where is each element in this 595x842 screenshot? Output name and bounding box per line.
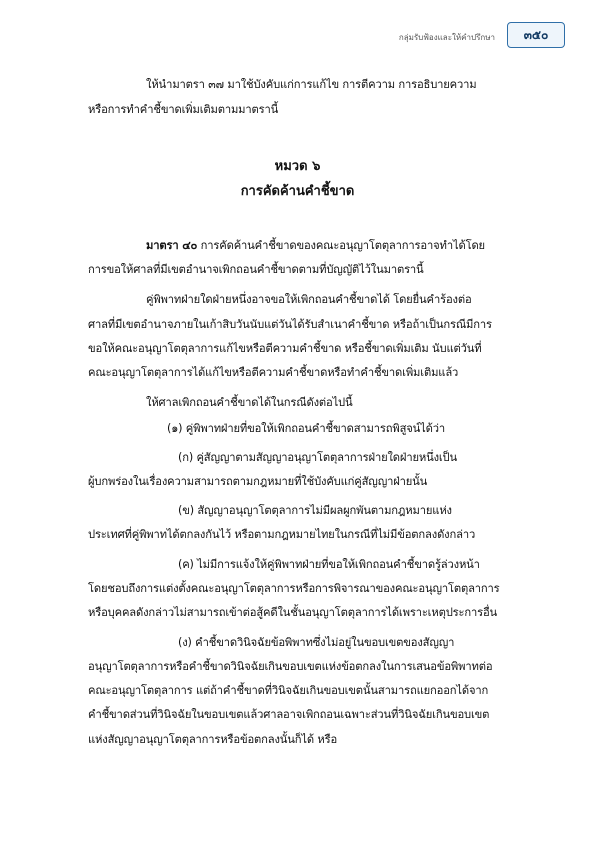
body-line: ผู้บกพร่องในเรื่องความสามารถตามกฎหมายที่ใช้บังคับแก่คู่สัญญาฝ่ายนั้น (88, 475, 428, 488)
body-line: แห่งสัญญาอนุญาโตตุลาการหรือข้อตกลงนั้นก็ได้ หรือ (88, 733, 338, 746)
body-line: ขอให้คณะอนุญาโตตุลาการแก้ไขหรือตีความคำชี้ขาด หรือชี้ขาดเพิ่มเติม นับแต่วันที่ (88, 342, 482, 355)
intro-line: หรือการทำคำชี้ขาดเพิ่มเติมตามมาตรานี้ (88, 103, 279, 116)
body-line: ประเทศที่คู่พิพาทได้ตกลงกันไว้ หรือตามกฎหมายไทยในกรณีที่ไม่มีข้อตกลงดังกล่าว (88, 528, 476, 541)
sub-clause-kho-khwai: (ค) ไม่มีการแจ้งให้คู่พิพาทฝ่ายที่ขอให้เพิกถอนคำชี้ขาดรู้ล่วงหน้า (178, 558, 480, 571)
clause-1: (๑) คู่พิพาทฝ่ายที่ขอให้เพิกถอนคำชี้ขาดสามารถพิสูจน์ได้ว่า (167, 422, 446, 435)
section-label: มาตรา ๔๐ (146, 239, 198, 252)
sub-clause-ngo: (ง) คำชี้ขาดวินิจฉัยข้อพิพาทซึ่งไม่อยู่ในขอบเขตของสัญญา (178, 636, 455, 649)
body-line: การขอให้ศาลที่มีเขตอำนาจเพิกถอนคำชี้ขาดตามที่บัญญัติไว้ในมาตรานี้ (88, 263, 424, 276)
chapter-number: หมวด ๖ (274, 159, 321, 174)
section-text: การคัดค้านคำชี้ขาดของคณะอนุญาโตตุลาการอาจทำได้โดย (200, 239, 485, 252)
body-line: คู่พิพาทฝ่ายใดฝ่ายหนึ่งอาจขอให้เพิกถอนคำชี้ขาดได้ โดยยื่นคำร้องต่อ (146, 293, 472, 306)
section-first-line (146, 236, 485, 256)
chapter-title: การคัดค้านคำชี้ขาด (240, 184, 355, 199)
intro-line: ให้นำมาตรา ๓๗ มาใช้บังคับแก่การแก้ไข การตีความ การอธิบายความ (146, 78, 477, 91)
body-line: ให้ศาลเพิกถอนคำชี้ขาดได้ในกรณีดังต่อไปนี้ (146, 396, 353, 409)
sub-clause-ka: (ก) คู่สัญญาตามสัญญาอนุญาโตตุลาการฝ่ายใดฝ่ายหนึ่งเป็น (178, 451, 458, 464)
body-line: คณะอนุญาโตตุลาการได้แก้ไขหรือตีความคำชี้ขาดหรือทำคำชี้ขาดเพิ่มเติมแล้ว (88, 366, 459, 379)
body-line: ศาลที่มีเขตอำนาจภายในเก้าสิบวันนับแต่วันได้รับสำเนาคำชี้ขาด หรือถ้าเป็นกรณีมีการ (88, 318, 492, 331)
body-line: อนุญาโตตุลาการหรือคำชี้ขาดวินิจฉัยเกินขอบเขตแห่งข้อตกลงในการเสนอข้อพิพาทต่อ (88, 660, 493, 673)
sub-clause-kho: (ข) สัญญาอนุญาโตตุลาการไม่มีผลผูกพันตามกฎหมายแห่ง (178, 504, 452, 517)
header-section-label: กลุ่มรับฟ้องและให้คำปรึกษา (398, 33, 495, 42)
body-line: หรือบุคคลดังกล่าวไม่สามารถเข้าต่อสู้คดีในชั้นอนุญาโตตุลาการได้เพราะเหตุประการอื่น (88, 606, 498, 619)
page-number-badge (507, 22, 565, 48)
body-line: โดยชอบถึงการแต่งตั้งคณะอนุญาโตตุลาการหรือการพิจารณาของคณะอนุญาโตตุลาการ (88, 582, 500, 595)
body-line: คณะอนุญาโตตุลาการ แต่ถ้าคำชี้ขาดที่วินิจฉัยเกินขอบเขตนั้นสามารถแยกออกได้จาก (88, 684, 489, 697)
body-line: คำชี้ขาดส่วนที่วินิจฉัยในขอบเขตแล้วศาลอาจเพิกถอนเฉพาะส่วนที่วินิจฉัยเกินขอบเขต (88, 708, 490, 721)
page-number: ๓๕๐ (523, 27, 549, 42)
